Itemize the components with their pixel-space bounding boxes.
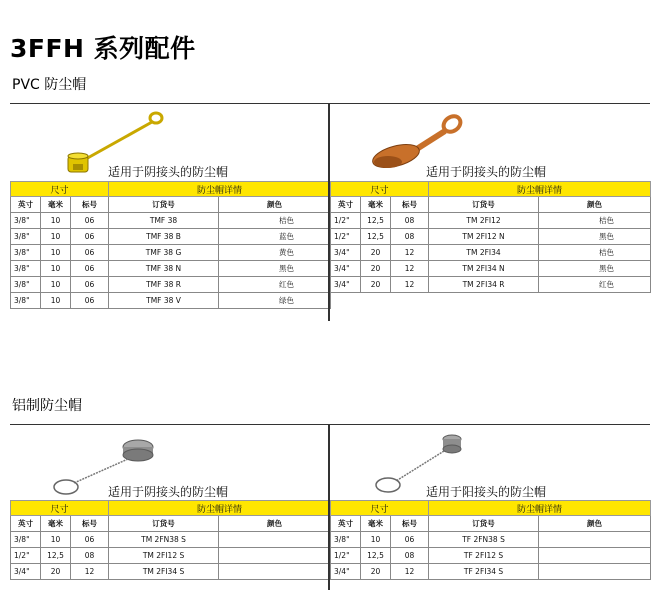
col-color: 颜色 bbox=[539, 516, 651, 532]
table-row: 3/8" 10 06 TMF 38 R 红色 bbox=[11, 277, 331, 293]
table-row: 3/4" 20 12 TM 2FI34 R 红色 bbox=[331, 277, 651, 293]
col-order: 订货号 bbox=[109, 516, 219, 532]
col-color: 颜色 bbox=[219, 516, 331, 532]
header-cap-detail: 防尘帽详情 bbox=[109, 501, 331, 516]
table-row: 1/2" 12,5 08 TM 2FI12 S bbox=[11, 548, 331, 564]
table-row: 3/8" 10 06 TM 2FN38 S bbox=[11, 532, 331, 548]
col-mm: 毫米 bbox=[361, 197, 391, 213]
header-cap-detail: 防尘帽详情 bbox=[429, 182, 651, 197]
header-cap-detail: 防尘帽详情 bbox=[429, 501, 651, 516]
header-size: 尺寸 bbox=[331, 501, 429, 516]
section-title-aluminum: 铝制防尘帽 bbox=[12, 398, 82, 414]
table-row: 3/8" 10 06 TMF 38 V 绿色 bbox=[11, 293, 331, 309]
table-row: 1/2" 12,5 08 TM 2FI12 N 黑色 bbox=[331, 229, 651, 245]
table-row: 1/2" 12,5 08 TF 2FI12 S bbox=[331, 548, 651, 564]
section-title-pvc: PVC 防尘帽 bbox=[12, 77, 87, 93]
product-panel-alu-female bbox=[10, 424, 330, 590]
spec-table bbox=[330, 500, 651, 580]
col-order: 订货号 bbox=[429, 197, 539, 213]
col-mm: 毫米 bbox=[361, 516, 391, 532]
product-panel-pvc-orange bbox=[330, 103, 650, 303]
table-row: 3/8" 10 06 TF 2FN38 S bbox=[331, 532, 651, 548]
table-row: 3/8" 10 06 TMF 38 桔色 bbox=[11, 213, 331, 229]
table-row: 3/4" 20 12 TM 2FI34 桔色 bbox=[331, 245, 651, 261]
header-size: 尺寸 bbox=[11, 501, 109, 516]
spec-table bbox=[330, 181, 651, 293]
header-size: 尺寸 bbox=[331, 182, 429, 197]
spec-table bbox=[10, 500, 331, 580]
col-order: 订货号 bbox=[429, 516, 539, 532]
table-row: 3/4" 20 12 TM 2FI34 N 黑色 bbox=[331, 261, 651, 277]
col-mm: 毫米 bbox=[41, 197, 71, 213]
table-row: 3/8" 10 06 TMF 38 N 黑色 bbox=[11, 261, 331, 277]
table-row: 3/8" 10 06 TMF 38 B 蓝色 bbox=[11, 229, 331, 245]
col-inch: 英寸 bbox=[331, 516, 361, 532]
product-panel-alu-male bbox=[330, 424, 650, 590]
col-inch: 英寸 bbox=[11, 516, 41, 532]
col-color: 颜色 bbox=[219, 197, 331, 213]
product-caption: 适用于阳接头的防尘帽 bbox=[426, 485, 547, 499]
product-panel-pvc-yellow bbox=[10, 103, 330, 321]
table-row: 3/4" 20 12 TM 2FI34 S bbox=[11, 564, 331, 580]
spec-table bbox=[10, 181, 331, 309]
col-std: 标号 bbox=[71, 516, 109, 532]
col-mm: 毫米 bbox=[41, 516, 71, 532]
col-inch: 英寸 bbox=[331, 197, 361, 213]
col-std: 标号 bbox=[71, 197, 109, 213]
table-row: 3/4" 20 12 TF 2FI34 S bbox=[331, 564, 651, 580]
table-row: 3/8" 10 06 TMF 38 G 黄色 bbox=[11, 245, 331, 261]
col-color: 颜色 bbox=[539, 197, 651, 213]
col-order: 订货号 bbox=[109, 197, 219, 213]
header-cap-detail: 防尘帽详情 bbox=[109, 182, 331, 197]
col-std: 标号 bbox=[391, 197, 429, 213]
product-caption: 适用于阴接头的防尘帽 bbox=[108, 165, 229, 179]
product-caption: 适用于阴接头的防尘帽 bbox=[108, 485, 229, 499]
col-std: 标号 bbox=[391, 516, 429, 532]
table-row: 1/2" 12,5 08 TM 2FI12 桔色 bbox=[331, 213, 651, 229]
page-title: 3FFH 系列配件 bbox=[10, 34, 196, 63]
col-inch: 英寸 bbox=[11, 197, 41, 213]
header-size: 尺寸 bbox=[11, 182, 109, 197]
product-caption: 适用于阴接头的防尘帽 bbox=[426, 165, 547, 179]
